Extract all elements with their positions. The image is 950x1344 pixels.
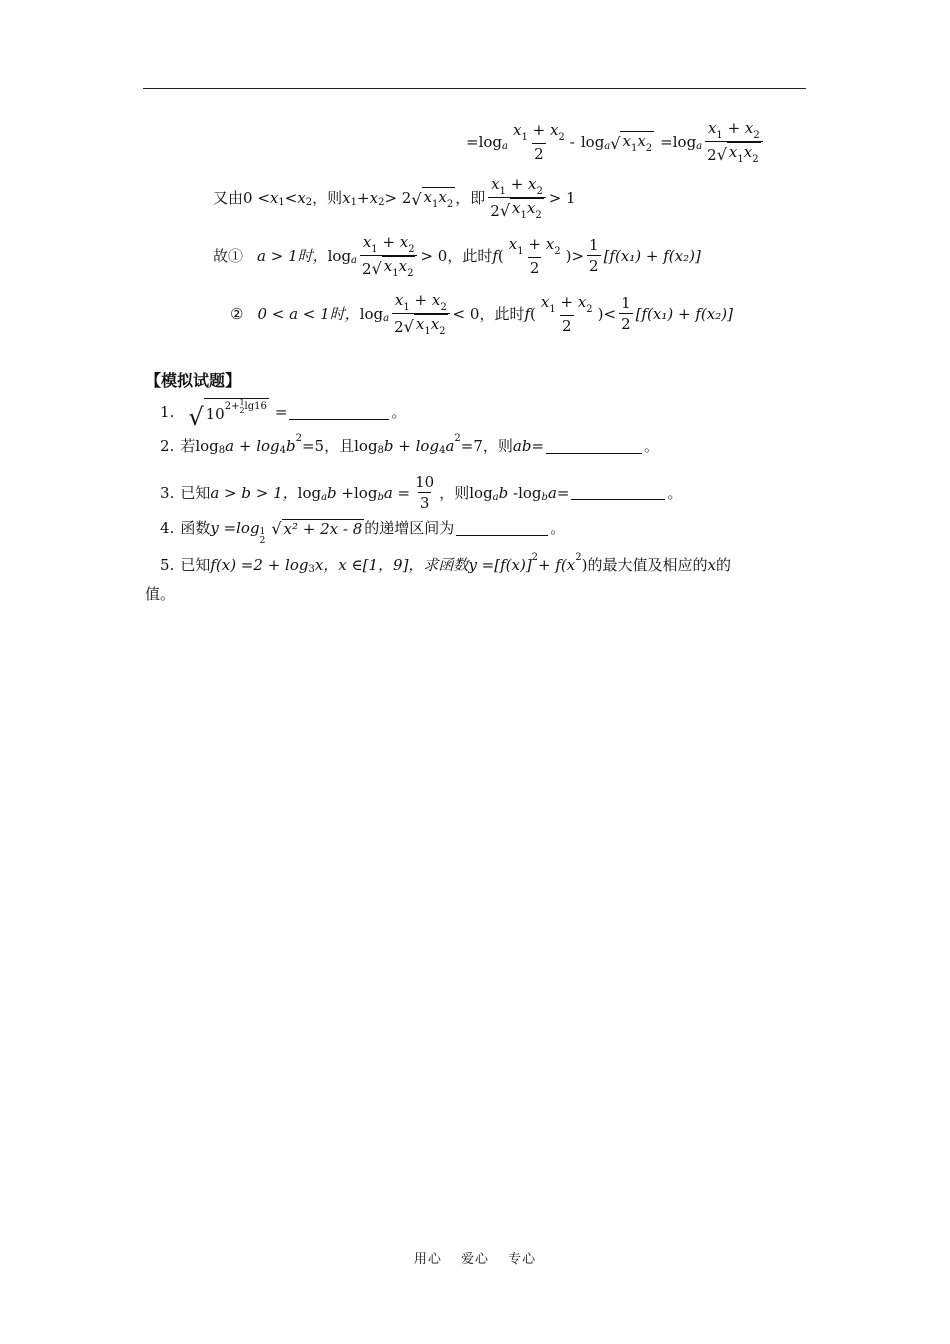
problem-1: 1. √ $10^{2+ 1 2 lg16}$ = 。 [160, 397, 407, 431]
fraction-ratio: $x_1 + x_2$ 2 √ $x_1x_2$ [705, 118, 762, 165]
sqrt-x1x2: √ $x_1x_2$ [610, 131, 653, 154]
answer-blank-1[interactable] [289, 405, 389, 420]
answer-blank-3[interactable] [571, 485, 665, 500]
problem-3: 3. 已知 a > b > 1， log a b + log b a = $\frac{10}{3}$ ，则 log a b - log b a = 。 [160, 473, 683, 512]
derivation-line-2: 又由 0 < x 1 < x 2 ，则 x 1 + x 2 > 2 √ $x_1x_2$ ， 即 $x_1 + x_2$ 2 √ $x_1x_2$ > 1 [213, 175, 576, 221]
problem-4: 4. 函数 y =log 1 2 √ x² + 2x - 8 的递增区间为 。 [160, 518, 566, 546]
derivation-line-3: 故① a > 1时， log a $x_1 + x_2$ 2 √ $x_1x_2$ > 0 ，此时 f ( $\frac{x_1 + x_2}{2}$ ) > $\frac{1}{2}$ [f(x₁) + f(x₂)] [213, 233, 701, 279]
problem-2: 2. 若 log 8 a + log 4 b 2 =5，且 log 8 b + log 4 a 2 =7，则 ab = 。 [160, 433, 660, 456]
section-title: 【模拟试题】 [145, 371, 242, 390]
header-rule [143, 88, 806, 89]
derivation-line-1: = log a $\frac{x_1 + x_2}{2}$ - log a √ $x_1x_2$ = log a $x_1 + x_2$ 2 √ $x_1x_2$ [466, 118, 766, 165]
page-footer: 用心 爱心 专心 [413, 1252, 537, 1267]
sqrt-power: √ $10^{2+ 1 2 lg16}$ [188, 397, 267, 431]
derivation-line-4: ② 0 < a < 1时， log a $x_1 + x_2$ 2 √ $x_1x_2$ < 0 ，此时 f ( $\frac{x_1 + x_2}{2}$ ) < $\frac{1}{2}$ [f(x₁) + f(x₂)] [230, 291, 733, 337]
problem-5-continued: 值。 [145, 585, 176, 603]
answer-blank-4[interactable] [456, 521, 548, 536]
problem-5: 5. 已知 f(x) =2 + log 3 x，x ∈[1，9]，求函数 y =[f(x)] 2 + f(x 2 )的最大值及相应的 x 的 [160, 552, 731, 575]
answer-blank-2[interactable] [546, 439, 642, 454]
fraction-mean: $\frac{x_1 + x_2}{2}$ [512, 120, 565, 163]
